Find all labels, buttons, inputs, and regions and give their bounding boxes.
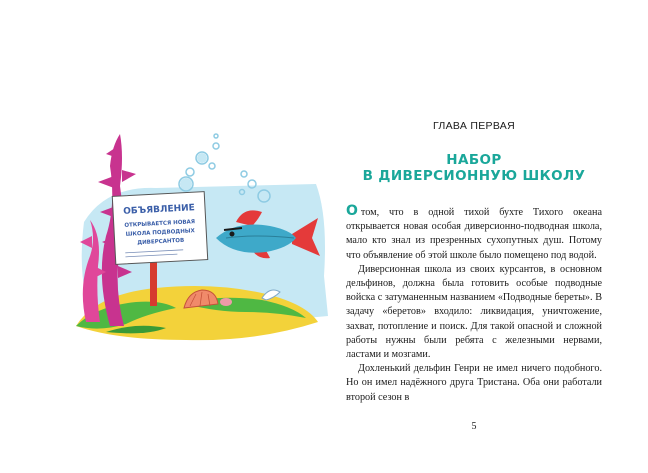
fish-eye	[230, 232, 235, 237]
chapter-label: ГЛАВА ПЕРВАЯ	[433, 120, 515, 132]
paragraph-text: том, что в одной тихой бухте Тихого океана открывается новая особая диверсионно-подводная школа, мало кто знал из презренных сухопутных душ. Потому что объявление об этой школе было помещено под водой.	[346, 207, 602, 261]
underwater-school-illustration	[66, 126, 330, 348]
sign-line: ШКОЛА ПОДВОДНЫХ	[125, 228, 195, 238]
sign-title: ОБЪЯВЛЕНИЕ	[123, 203, 196, 217]
text-page	[346, 118, 602, 405]
chapter-title	[346, 152, 602, 184]
paragraph	[346, 204, 602, 263]
chapter-body	[346, 204, 602, 405]
bubble	[214, 134, 218, 138]
page-number: 5	[471, 421, 477, 432]
chapter-title-line: В ДИВЕРСИОННУЮ ШКОЛУ	[362, 168, 586, 184]
bubble	[186, 168, 194, 176]
illustration-svg	[66, 126, 330, 348]
paragraph: Диверсионная школа из своих курсантов, в основном дельфинов, должна была готовить особые подводные войска с затуманенным названием «Подводные береты». В задачу «беретов» входило: ликвидация, уничтожение, захват, потопление и поиск. Для такой опасной и сложной работы нужны были ребята с железными нервами, ластами и мозгами.	[346, 263, 602, 361]
rock	[220, 298, 232, 306]
sign-line: ОТКРЫВАЕТСЯ НОВАЯ	[124, 219, 196, 229]
paragraph: Дохленький дельфин Генри не имел ничего подобного. Но он имел надёжного друга Тристана. Оба они работали второй сезон в	[346, 363, 602, 403]
drop-cap: О	[346, 203, 358, 219]
sign-line: ДИВЕРСАНТОВ	[137, 237, 185, 247]
bubble	[213, 143, 219, 149]
bubble	[209, 163, 215, 169]
bubble	[241, 171, 247, 177]
chapter-title-line: НАБОР	[446, 152, 502, 168]
